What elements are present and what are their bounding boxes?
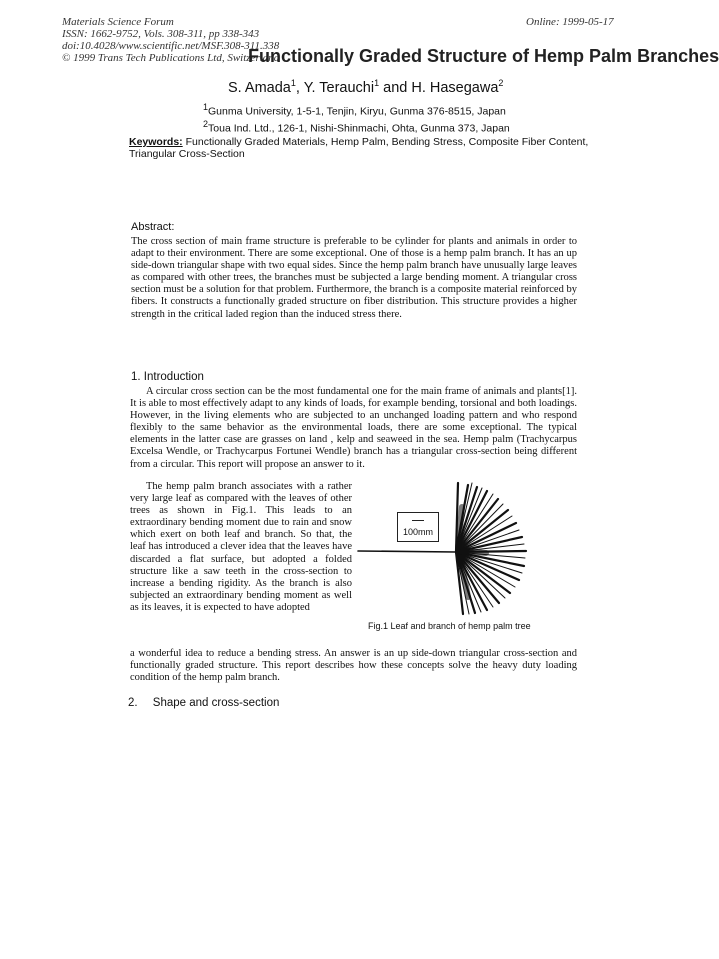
copyright-line: © 1999 Trans Tech Publications Ltd, Switzerland xyxy=(62,52,280,64)
issn-line: ISSN: 1662-9752, Vols. 308-311, pp 338-343 xyxy=(62,28,260,40)
section-2-heading xyxy=(128,697,279,709)
intro-paragraph-1: A circular cross section can be the most fundamental one for the main frame of animals and plants[1]. It is able to most effectively adapt to any kinds of loads, for example bending, torsional and both loadings. However, in the living elements who are subjected to an unchanged loading pattern and who respond flexibly to the same behavior as the environmental loads, there are some exceptional. The typical elements in the latter case are grasses on land , kelp and seaweed in the sea. Hemp palm (Trachycarpus Excelsa Wendle, or Trachycarpus Fortunei Wendle) branch has a triangular cross-section being different from a circular. This report will propose an answer to it. xyxy=(130,386,577,470)
keywords-text: Functionally Graded Materials, Hemp Palm, Bending Stress, Composite Fiber Content, Triangular Cross-Section xyxy=(129,136,589,160)
affiliation-1: $^1$Gunma University, 1-5-1, Tenjin, Kiryu, Gunma 376-8515, Japan xyxy=(203,102,506,118)
abstract-heading: Abstract: xyxy=(131,221,175,233)
section-1-heading: 1. Introduction xyxy=(131,371,204,383)
journal-name: Materials Science Forum xyxy=(62,16,174,28)
affiliation-2: $^2$Toua Ind. Ltd., 126-1, Nishi-Shinmachi, Ohta, Gunma 373, Japan xyxy=(203,119,510,135)
online-date: Online: 1999-05-17 xyxy=(526,16,614,28)
section-2-title: Shape and cross-section xyxy=(152,697,280,709)
intro-paragraph-2-continued: a wonderful idea to reduce a bending stress. An answer is an up side-down triangular cross-section and functionally graded structure. This report describes how these concepts solve the heavy duty loading condition of the hemp palm branch. xyxy=(130,648,577,684)
intro-paragraph-2-wrapped: The hemp palm branch associates with a rather very large leaf as compared with the leaves of other trees as shown in Fig.1. This leads to an extraordinary bending moment due to rain and snow which exert on both leaf and branch. So that, the leaf has introduced a clever idea that the leaves have discarded a flat surface, but adopted a folded structure like a saw teeth in the cross-section to increase a bending rigidity. As the branch is also subjected an extraordinary bending moment as well as its leaves, it is expected to have adopted xyxy=(130,481,352,613)
hemp-palm-leaf-figure xyxy=(356,477,551,619)
abstract-text: The cross section of main frame structure is preferable to be cylinder for plants and animals in order to adapt to their environment. There are some exceptional. One of those is a hemp palm branch. It has an up side-down triangular shape with two equal sides. Since the hemp palm branch have unusually large leaves as compared with other trees, the branches must be subjected a large bending moment. A triangular cross section must be a solution for that problem. Furthermore, the branch is a composite material reinforced by fibers. It constructs a functionally graded structure on fiber distribution. This structure provides a higher strength in the critical laded region than the induced stress there. xyxy=(131,236,577,320)
paper-title-fragment: Functionally Graded Structure of Hemp Palm Branches xyxy=(248,46,719,66)
scale-label: 100mm xyxy=(402,527,433,537)
doi-line: doi:10.4028/www.scientific.net/MSF.308-311.338 xyxy=(62,40,280,52)
keywords-label: Keywords: xyxy=(129,136,183,148)
keywords xyxy=(129,136,589,160)
scale-bar-box xyxy=(397,512,439,542)
section-2-number: 2. xyxy=(128,697,138,709)
figure-1-caption: Fig.1 Leaf and branch of hemp palm tree xyxy=(368,621,531,631)
authors-line: S. Amada$^1$, Y. Terauchi$^1$ and H. Hasegawa$^2$ xyxy=(228,78,504,96)
scale-bar xyxy=(412,520,424,521)
